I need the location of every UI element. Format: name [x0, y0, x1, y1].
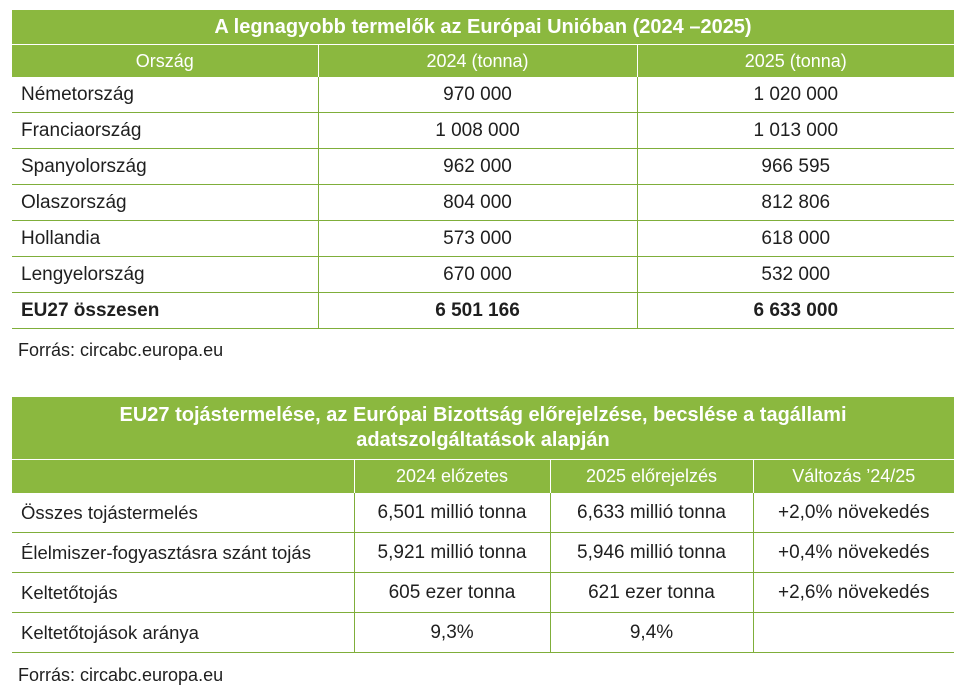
- country-cell: Spanyolország: [12, 149, 318, 185]
- change-cell: +2,6% növekedés: [753, 573, 954, 613]
- column-header-change: Változás ’24/25: [753, 460, 954, 494]
- source-note: Forrás: circabc.europa.eu: [18, 340, 224, 360]
- value-2025-cell: 621 ezer tonna: [550, 573, 753, 613]
- value-2025-cell: 812 806: [637, 185, 954, 221]
- country-cell: Németország: [12, 77, 318, 113]
- column-header-2024: 2024 (tonna): [318, 45, 637, 78]
- column-header-empty: [12, 460, 354, 494]
- source-note: Forrás: circabc.europa.eu: [18, 665, 224, 685]
- country-cell: Olaszország: [12, 185, 318, 221]
- table-title-row: [12, 397, 954, 460]
- column-header-country: Ország: [12, 45, 318, 78]
- metric-cell: Keltetőtojások aránya: [12, 613, 354, 653]
- total-2024-cell: 6 501 166: [318, 293, 637, 329]
- top-producers-table: [12, 10, 954, 329]
- column-header-2025: 2025 (tonna): [637, 45, 954, 78]
- table-row: [12, 613, 954, 653]
- table-row: [12, 533, 954, 573]
- change-cell: [753, 613, 954, 653]
- table-row: [12, 221, 954, 257]
- table-row: [12, 149, 954, 185]
- change-cell: +2,0% növekedés: [753, 493, 954, 533]
- value-2025-cell: 9,4%: [550, 613, 753, 653]
- value-2024-cell: 5,921 millió tonna: [354, 533, 550, 573]
- total-row: [12, 293, 954, 329]
- table-header-row: [12, 460, 954, 494]
- value-2024-cell: 573 000: [318, 221, 637, 257]
- value-2024-cell: 670 000: [318, 257, 637, 293]
- country-cell: Hollandia: [12, 221, 318, 257]
- value-2025-cell: 618 000: [637, 221, 954, 257]
- value-2024-cell: 804 000: [318, 185, 637, 221]
- value-2025-cell: 5,946 millió tonna: [550, 533, 753, 573]
- table-row: [12, 113, 954, 149]
- table-row: [12, 185, 954, 221]
- column-header-2024: 2024 előzetes: [354, 460, 550, 494]
- value-2025-cell: 1 013 000: [637, 113, 954, 149]
- egg-production-table: [12, 397, 954, 653]
- table-title: A legnagyobb termelők az Európai Unióban (2024 –2025): [12, 10, 954, 45]
- column-header-2025: 2025 előrejelzés: [550, 460, 753, 494]
- value-2024-cell: 6,501 millió tonna: [354, 493, 550, 533]
- value-2024-cell: 605 ezer tonna: [354, 573, 550, 613]
- table-header-row: [12, 45, 954, 78]
- value-2025-cell: 966 595: [637, 149, 954, 185]
- change-cell: +0,4% növekedés: [753, 533, 954, 573]
- table-title: EU27 tojástermelése, az Európai Bizottság előrejelzése, becslése a tagállami adatszolgáltatások alapján: [12, 397, 954, 460]
- value-2024-cell: 1 008 000: [318, 113, 637, 149]
- value-2025-cell: 6,633 millió tonna: [550, 493, 753, 533]
- metric-cell: Keltetőtojás: [12, 573, 354, 613]
- table-row: [12, 257, 954, 293]
- value-2025-cell: 532 000: [637, 257, 954, 293]
- value-2024-cell: 970 000: [318, 77, 637, 113]
- country-cell: Franciaország: [12, 113, 318, 149]
- total-label-cell: EU27 összesen: [12, 293, 318, 329]
- value-2025-cell: 1 020 000: [637, 77, 954, 113]
- metric-cell: Élelmiszer-fogyasztásra szánt tojás: [12, 533, 354, 573]
- total-2025-cell: 6 633 000: [637, 293, 954, 329]
- value-2024-cell: 962 000: [318, 149, 637, 185]
- table-row: [12, 573, 954, 613]
- table-row: [12, 493, 954, 533]
- country-cell: Lengyelország: [12, 257, 318, 293]
- table-row: [12, 77, 954, 113]
- table-title-row: [12, 10, 954, 45]
- metric-cell: Összes tojástermelés: [12, 493, 354, 533]
- value-2024-cell: 9,3%: [354, 613, 550, 653]
